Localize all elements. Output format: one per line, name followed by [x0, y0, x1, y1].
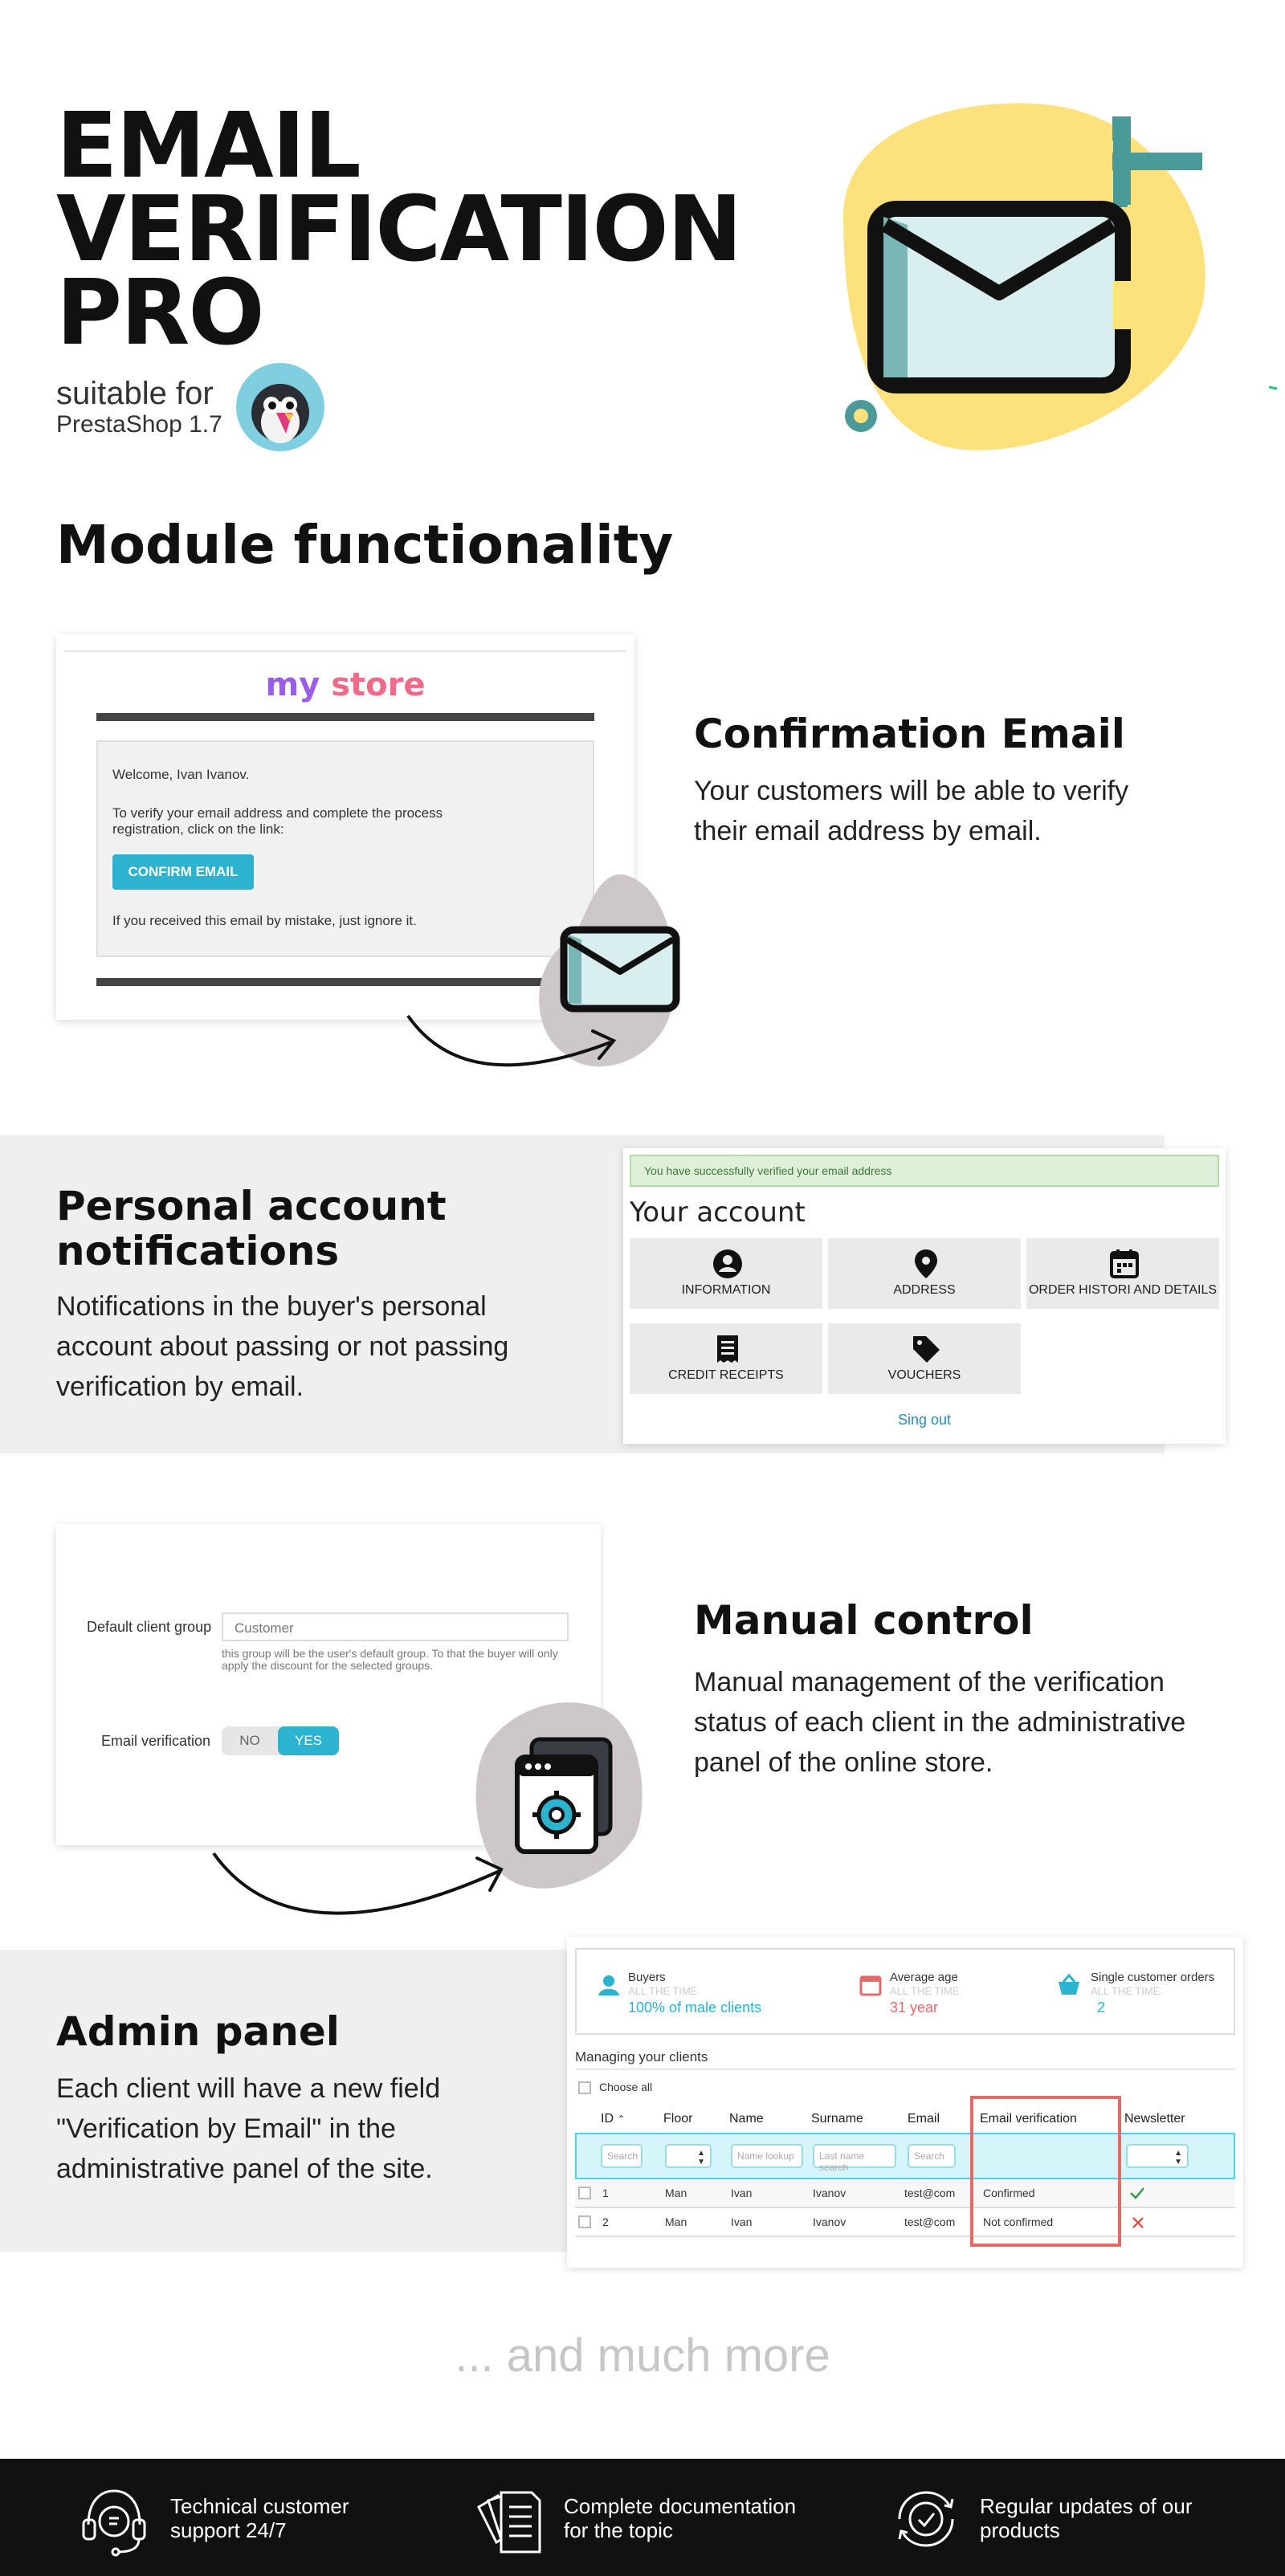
name-filter-input[interactable]: Name lookup [731, 2144, 803, 2168]
admin-text-line: Each client will have a new field [56, 2073, 441, 2104]
cell-id: 1 [602, 2187, 609, 2199]
manual-text [694, 1662, 1185, 1783]
column-header-surname[interactable]: Surname [811, 2112, 863, 2126]
tag-icon [910, 1333, 942, 1365]
footer-line: support 24/7 [170, 2518, 287, 2542]
check-icon [1129, 2186, 1145, 2200]
stat-value: 100% of male clients [628, 1999, 762, 2016]
cell-floor: Man [665, 2187, 687, 2199]
headset-icon [77, 2484, 151, 2558]
email-instruction-1: To verify your email address and complete the process [112, 805, 443, 821]
cell-id: 2 [602, 2215, 609, 2228]
column-header-newsletter[interactable]: Newsletter [1124, 2112, 1185, 2126]
footer-support-text [170, 2494, 349, 2542]
receipt-icon [712, 1333, 744, 1365]
managing-clients-title: Managing your clients [575, 2049, 708, 2064]
tile-label: INFORMATION [681, 1283, 771, 1297]
hero-title-line: VERIFICATION [56, 177, 741, 282]
confirm-email-button[interactable]: CONFIRM EMAIL [112, 854, 254, 890]
personal-title [56, 1184, 447, 1274]
help-line: this group will be the user's default group. To that the buyer will only [222, 1647, 558, 1660]
tile-label: CREDIT RECEIPTS [668, 1368, 784, 1382]
calendar-icon [1108, 1248, 1140, 1280]
manual-text-line: status of each client in the administrative [694, 1707, 1186, 1738]
cross-icon [1131, 2215, 1145, 2230]
id-filter-input[interactable]: Search [601, 2144, 642, 2168]
confirmation-text [694, 771, 1128, 851]
sign-out-link[interactable]: Sing out [897, 1412, 952, 1428]
user-icon [598, 1974, 620, 1996]
footer-line: for the topic [564, 2518, 673, 2542]
floor-filter-select[interactable] [665, 2144, 712, 2168]
hero-title-line: PRO [56, 261, 263, 365]
tile-credit-receipts[interactable] [630, 1323, 822, 1394]
sort-up-icon[interactable]: ⌃ [617, 2113, 626, 2125]
managing-divider [575, 2069, 1235, 2070]
choose-all-checkbox[interactable] [578, 2081, 591, 2094]
update-icon [890, 2483, 962, 2555]
manual-text-line: Manual management of the verification [694, 1667, 1165, 1698]
settings-blob-illustration [201, 1693, 651, 1934]
much-more-text: ... and much more [455, 2329, 830, 2382]
personal-title-line: Personal account [56, 1183, 447, 1229]
default-group-label: Default client group [87, 1619, 212, 1635]
admin-text-line: administrative panel of the site. [56, 2154, 433, 2184]
email-ignore-note: If you received this email by mistake, just ignore it. [112, 913, 417, 928]
confirmation-title: Confirmation Email [694, 711, 1125, 757]
footer-line: products [980, 2518, 1060, 2542]
default-group-select[interactable]: Customer [222, 1612, 569, 1641]
store-logo [56, 666, 634, 703]
basket-icon [1057, 1974, 1081, 1996]
footer [0, 2459, 1285, 2576]
manual-title: Manual control [694, 1597, 1034, 1644]
admin-title: Admin panel [56, 2008, 340, 2055]
cell-email: test@com [904, 2187, 956, 2199]
tile-label: ADDRESS [893, 1283, 956, 1297]
email-welcome: Welcome, Ivan Ivanov. [112, 767, 250, 782]
hero-title-line: EMAIL [56, 94, 360, 198]
email-verification-label: Email verification [101, 1733, 211, 1749]
tile-label: ORDER HISTORI AND DETAILS [1028, 1283, 1218, 1297]
column-header-email[interactable]: Email [908, 2112, 940, 2126]
verification-success-alert: You have successfully verified your email address [630, 1155, 1219, 1187]
column-header-email-verification[interactable]: Email verification [980, 2112, 1077, 2126]
suitable-for-label: suitable for [56, 376, 214, 411]
cell-verification: Confirmed [983, 2187, 1035, 2199]
select-arrows-icon: ▲ ▼ [1174, 2149, 1182, 2166]
personal-text [56, 1286, 508, 1407]
table-row[interactable] [575, 2208, 1235, 2237]
stat-title: Single customer orders [1091, 1971, 1215, 1984]
email-divider [96, 713, 594, 721]
newsletter-filter-select[interactable] [1126, 2144, 1189, 2168]
documents-icon [471, 2483, 548, 2560]
confirmation-text-line: their email address by email. [694, 816, 1042, 846]
footer-line: Technical customer [170, 2494, 349, 2518]
confirmation-text-line: Your customers will be able to verify [694, 776, 1129, 806]
email-verification-highlight [970, 2096, 1121, 2247]
calendar-icon [859, 1974, 882, 1996]
user-icon [712, 1248, 744, 1280]
personal-text-line: Notifications in the buyer's personal [56, 1291, 487, 1322]
stat-subtitle: ALL THE TIME [1091, 1985, 1161, 1997]
column-header-floor[interactable]: Floor [663, 2112, 693, 2126]
prestashop-logo [236, 363, 324, 451]
stat-title: Buyers [628, 1971, 666, 1984]
footer-docs-text [564, 2494, 796, 2542]
store-logo-my: my [265, 666, 320, 703]
footer-updates-text [980, 2494, 1193, 2542]
column-header-name[interactable]: Name [729, 2112, 764, 2126]
manual-text-line: panel of the online store. [694, 1747, 993, 1778]
footer-line: Complete documentation [564, 2494, 797, 2518]
admin-text-line: "Verification by Email" in the [56, 2113, 396, 2144]
platform-label: PrestaShop 1.7 [56, 411, 222, 438]
default-group-help [222, 1648, 569, 1672]
map-pin-icon [910, 1248, 942, 1280]
surname-filter-input[interactable]: Last name search [813, 2144, 896, 2168]
tile-order-history[interactable] [1026, 1238, 1219, 1309]
tile-information[interactable] [630, 1238, 822, 1309]
store-logo-store: store [331, 666, 426, 703]
column-header-id[interactable] [601, 2112, 626, 2126]
stat-value: 31 year [890, 1999, 939, 2016]
customer-stats [575, 1948, 1235, 2035]
stat-value: 2 [1097, 1999, 1106, 2016]
column-header-label: ID [601, 2112, 614, 2126]
email-blob-illustration [386, 859, 707, 1084]
stat-subtitle: ALL THE TIME [628, 1985, 698, 1997]
filter-row [575, 2133, 1235, 2179]
choose-all-label: Choose all [599, 2081, 653, 2093]
footer-line: Regular updates of our [980, 2494, 1193, 2518]
tile-vouchers[interactable] [828, 1323, 1021, 1394]
personal-text-line: account about passing or not passing [56, 1331, 509, 1362]
tile-label: VOUCHERS [887, 1368, 961, 1382]
select-arrows-icon: ▲ ▼ [697, 2149, 705, 2166]
email-filter-input[interactable]: Search [908, 2144, 956, 2168]
toggle-yes[interactable]: YES [278, 1726, 339, 1755]
cell-verification: Not confirmed [983, 2215, 1054, 2228]
email-instruction-2: registration, click on the link: [112, 821, 284, 837]
account-title: Your account [630, 1196, 806, 1229]
account-panel [623, 1148, 1226, 1444]
cell-surname: Ivanov [813, 2215, 846, 2228]
cell-surname: Ivanov [813, 2187, 846, 2199]
help-line: apply the discount for the selected groups. [222, 1659, 434, 1672]
cell-name: Ivan [731, 2187, 753, 2199]
module-functionality-title: Module functionality [56, 514, 674, 576]
stat-subtitle: ALL THE TIME [890, 1985, 960, 1997]
personal-title-line: notifications [56, 1228, 340, 1274]
row-checkbox[interactable] [578, 2215, 591, 2228]
table-row[interactable] [575, 2179, 1235, 2208]
cell-email: test@com [904, 2215, 956, 2228]
hero-title [56, 94, 741, 365]
tile-address[interactable] [828, 1238, 1021, 1309]
cell-floor: Man [665, 2215, 687, 2228]
row-checkbox[interactable] [578, 2187, 591, 2199]
envelope-illustration [795, 80, 1285, 466]
toggle-no[interactable]: NO [239, 1733, 260, 1748]
cell-name: Ivan [731, 2215, 753, 2228]
stat-title: Average age [890, 1971, 958, 1984]
personal-text-line: verification by email. [56, 1372, 304, 1402]
customers-admin-table [567, 1937, 1243, 2268]
admin-text [56, 2069, 440, 2189]
